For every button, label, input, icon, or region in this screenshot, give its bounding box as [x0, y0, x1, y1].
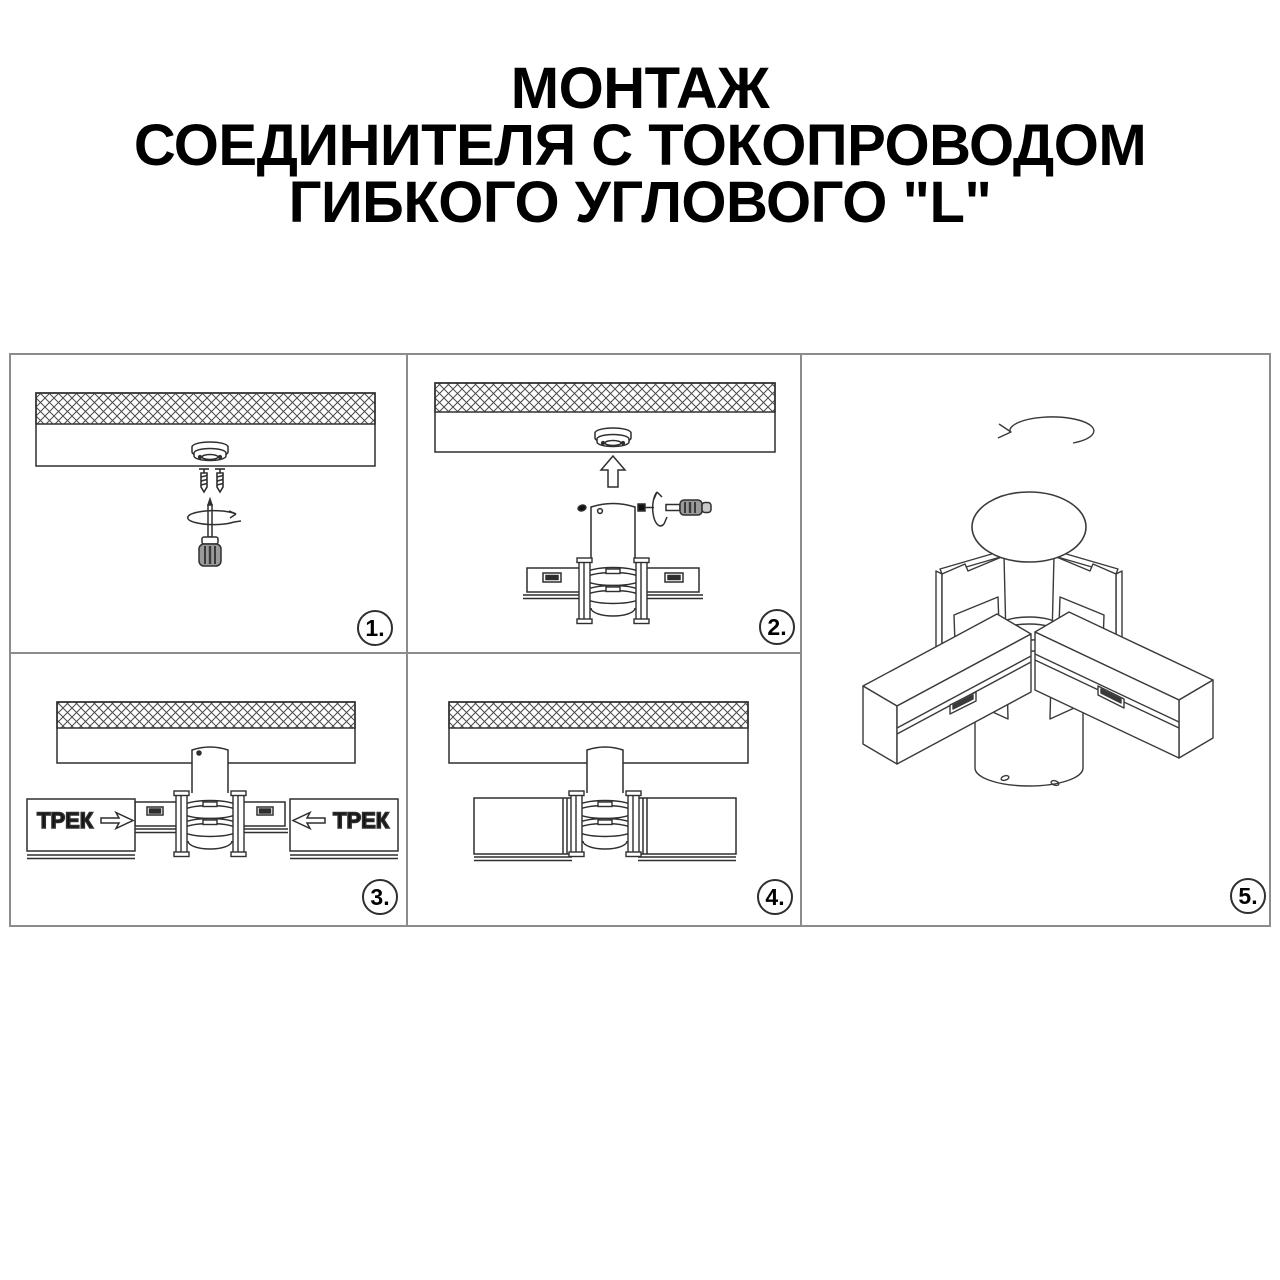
step-number: 4. [765, 883, 785, 910]
page-title [0, 56, 1280, 235]
step-number: 2. [767, 613, 787, 640]
title-line-2: СОЕДИНИТЕЛЯ С ТОКОПРОВОДОМ [133, 113, 1147, 178]
ceiling-hatch [435, 383, 775, 412]
track-piece-left [474, 798, 572, 861]
connector-body [192, 747, 228, 795]
step-number: 3. [370, 883, 390, 910]
connector [174, 791, 246, 857]
screw-icon [199, 469, 209, 492]
mounting-cup [192, 442, 228, 461]
title-line-3: ГИБКОГО УГЛОВОГО "L" [288, 170, 992, 235]
track-piece-right [638, 798, 736, 861]
step-number-badge [357, 610, 393, 646]
up-arrow-icon [601, 456, 625, 487]
step-number-badge [759, 609, 795, 645]
step-number: 1. [365, 614, 385, 641]
track-rail-stub [132, 802, 181, 833]
mounting-cup [595, 428, 631, 447]
track-label-right: ТРЕК [333, 808, 390, 833]
panel-step-2 [408, 353, 802, 654]
panel-step-3 [9, 654, 408, 927]
ceiling-hatch [36, 393, 375, 424]
step-4-drawing [408, 654, 800, 927]
step-1-drawing [9, 353, 406, 652]
side-screwdriver-icon [638, 492, 711, 526]
track-rail-stub [239, 802, 288, 833]
rotation-arrow-icon [998, 417, 1094, 443]
title-line-1: МОНТАЖ [510, 56, 770, 121]
connector [577, 558, 649, 624]
screw-icon [577, 504, 586, 512]
top-disc [972, 492, 1086, 562]
step-number-badge [757, 879, 793, 915]
panel-step-1 [9, 353, 408, 654]
connector-body [591, 504, 635, 563]
screws [199, 469, 225, 492]
step-2-drawing [408, 353, 800, 652]
rail-slot [665, 573, 683, 582]
ceiling-hatch [449, 702, 748, 728]
panel-step-4 [408, 654, 802, 927]
ceiling-hatch [57, 702, 355, 728]
track-label-left: ТРЕК [37, 808, 94, 833]
panel-step-5 [802, 353, 1271, 927]
step-5-drawing [802, 353, 1271, 927]
step-number: 5. [1238, 882, 1258, 909]
step-grid [9, 353, 1271, 927]
step-3-drawing [9, 654, 406, 927]
connector [569, 791, 641, 857]
screw-icon [215, 469, 225, 492]
rail-slot [543, 573, 561, 582]
step-number-badge [1230, 878, 1266, 914]
screwdriver-icon [188, 499, 241, 566]
connector-body [587, 747, 623, 795]
step-number-badge [362, 879, 398, 915]
